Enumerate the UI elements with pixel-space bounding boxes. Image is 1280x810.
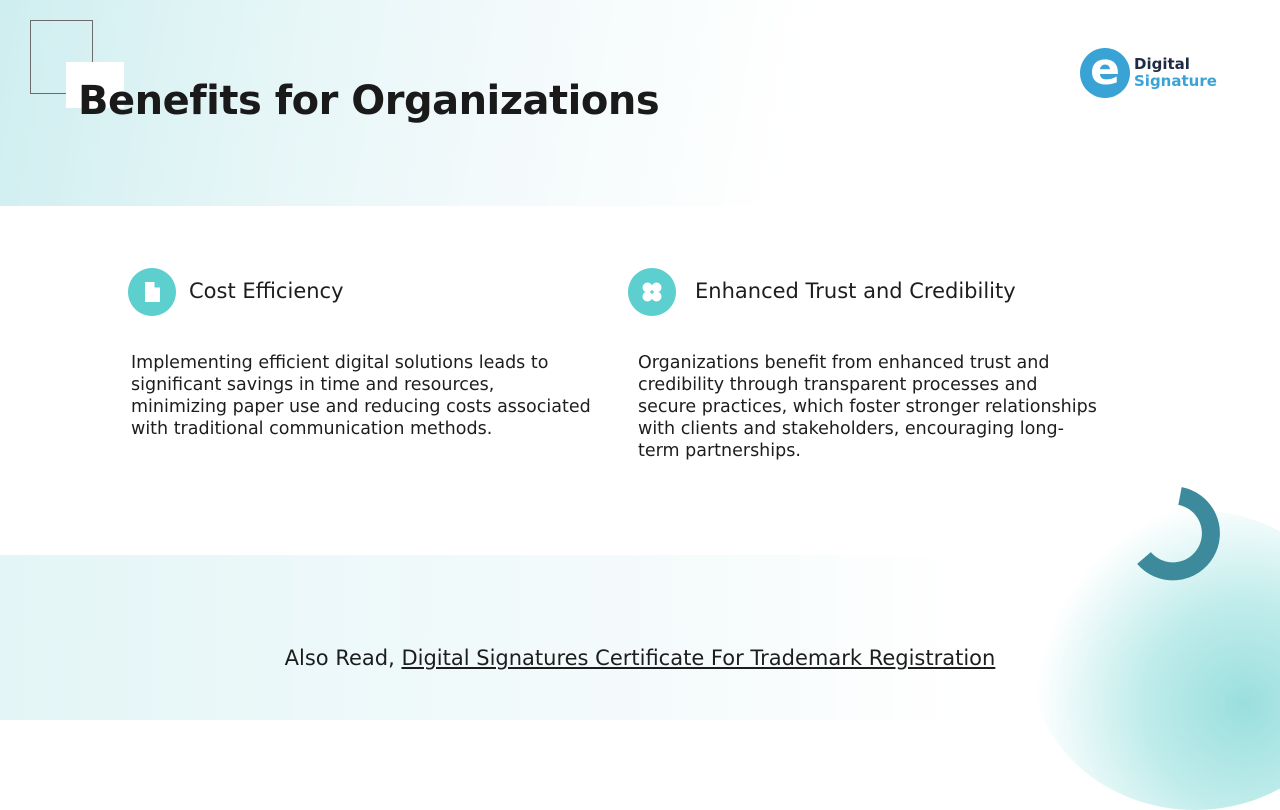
decorative-arc-ring bbox=[1132, 486, 1232, 586]
logo-word-digital: Digital bbox=[1134, 55, 1190, 73]
slide-title: Benefits for Organizations bbox=[78, 78, 660, 124]
logo-word-signature: Signature bbox=[1134, 72, 1217, 90]
digital-signature-logo bbox=[1080, 44, 1230, 100]
feature-heading-enhanced-trust: Enhanced Trust and Credibility bbox=[695, 279, 1016, 303]
feature-text-cost-efficiency: Implementing efficient digital solutions leads to significant savings in time and resources, minimizing paper use and reducing costs associated with traditional communication methods. bbox=[131, 353, 591, 439]
feature-heading-cost-efficiency: Cost Efficiency bbox=[189, 279, 344, 303]
feature-text-enhanced-trust: Organizations benefit from enhanced trust and credibility through transparent processes and secure practices, which foster stronger relationships with clients and stakeholders, encouraging long- term partnerships. bbox=[638, 353, 1097, 461]
also-read-prefix: Also Read, bbox=[284, 646, 402, 670]
clover-icon bbox=[628, 268, 676, 316]
also-read-link[interactable]: Digital Signatures Certificate For Trademark Registration bbox=[401, 646, 996, 670]
also-read-footer bbox=[0, 646, 1280, 670]
document-icon bbox=[128, 268, 176, 316]
logo-e-icon: e bbox=[1080, 48, 1130, 98]
